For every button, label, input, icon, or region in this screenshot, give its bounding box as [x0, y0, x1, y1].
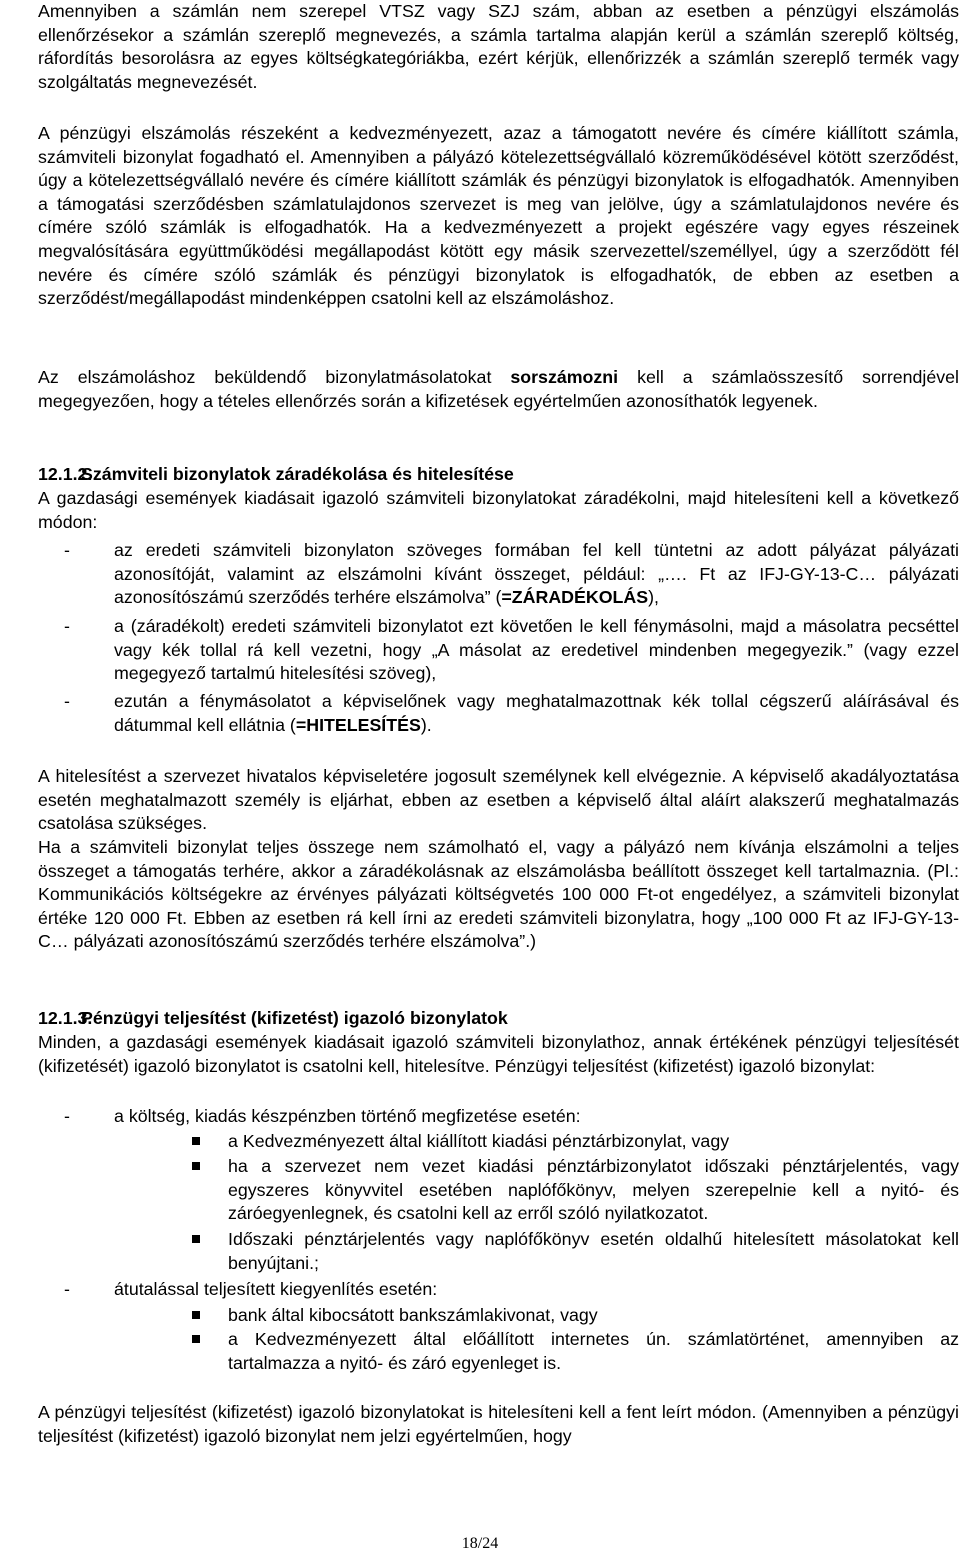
- section-title: Számviteli bizonylatok záradékolása és hitelesítése: [80, 464, 514, 484]
- list-item-transfer: [38, 1278, 959, 1302]
- square-bullet-icon: [192, 1235, 200, 1243]
- section-heading-12-1-3: [38, 1007, 959, 1031]
- section-heading-12-1-2: [38, 463, 959, 487]
- section-intro: Minden, a gazdasági események kiadásait igazoló számviteli bizonylathoz, annak értékének pénzügyi teljesítését (kifizetését) igazoló bizonylatot is csatolni kell, hitelesítve. Pénzügyi teljesítést (kifizetést) igazoló bizonylat:: [38, 1032, 959, 1076]
- list-item-bold: =ZÁRADÉKOLÁS: [501, 587, 649, 608]
- dash-marker: -: [64, 1106, 70, 1126]
- list-item-text: ezután a fénymásolatot a képviselőnek vagy meghatalmazottnak kék tollal cégszerű aláírásával és dátummal kell ellátnia (: [114, 691, 959, 735]
- dash-marker: -: [64, 691, 70, 711]
- section-number: 12.1.3.: [38, 1008, 93, 1028]
- paragraph-numbering: [38, 366, 959, 413]
- bullet-text: Időszaki pénztárjelentés vagy naplófőkönyv esetén oldalhű hitelesített másolatokat kell benyújtani.;: [228, 1229, 959, 1273]
- section-number: 12.1.2.: [38, 464, 93, 484]
- list-item-clause: [38, 539, 959, 610]
- paragraph-partial-amount: Ha a számviteli bizonylat teljes összege nem számolható el, vagy a pályázó nem kívánja elszámolni a teljes összeget a támogatás terhére, akkor a záradékolásnak az elszámolásba beállított összeget kell tartalmaznia. (Pl.: Kommunikációs költségekre az érvényes pályázati költségvetés 100 000 Ft-ot engedélyez, a számviteli bizonylat értéke 120 000 Ft. Ebben az esetben rá kell írni az eredeti számviteli bizonylatra, hogy „100 000 Ft az IFJ-GY-13-C… pályázati azonosítószámú szerződés terhére elszámolva”.): [38, 837, 959, 952]
- list-item-text: a (záradékolt) eredeti számviteli bizonylatot ezt követően le kell fénymásolni, majd a másolatra pecséttel vagy kék tollal rá kell vezetni, hogy „A másolat az eredetivel mindenben megegyezik.” (vagy ezzel megegyező tartalmú hitelesítési szöveg),: [114, 616, 959, 684]
- dash-marker: -: [64, 540, 70, 560]
- bullet-item-certified-copy: [38, 1228, 959, 1275]
- list-item-text: a költség, kiadás készpénzben történő megfizetése esetén:: [114, 1106, 581, 1126]
- square-bullet-icon: [192, 1162, 200, 1170]
- square-bullet-icon: [192, 1311, 200, 1319]
- bullet-item-cash-report: [38, 1155, 959, 1226]
- bullet-item-bank-statement: [38, 1304, 959, 1328]
- list-item-cash: [38, 1105, 959, 1129]
- bullet-text: ha a szervezet nem vezet kiadási pénztárbizonylatot időszaki pénztárjelentés, vagy egyszeres könyvvitel esetében naplófőkönyv, melyen szerepelnie kell a nyitó- és záróegyenlegnek, és csatolni kell az erről szóló nyilatkozatot.: [228, 1156, 959, 1224]
- square-bullet-icon: [192, 1137, 200, 1145]
- bullet-text: a Kedvezményezett által kiállított kiadási pénztárbizonylat, vagy: [228, 1131, 730, 1151]
- paragraph-closing: A pénzügyi teljesítést (kifizetést) igazoló bizonylatokat is hitelesíteni kell a fent leírt módon. (Amennyiben a pénzügyi teljesítést (kifizetést) igazoló bizonylat nem jelzi egyértelműen, hogy: [38, 1402, 959, 1446]
- numbering-text-after: kell a számlaösszesítő sorrendjével megegyezően, hogy a tételes ellenőrzés során a kifizetések egyértelműen azonosíthatók legyenek.: [38, 367, 959, 411]
- numbering-bold-word: sorszámozni: [510, 367, 619, 387]
- numbering-text-before: Az elszámoláshoz beküldendő bizonylatmásolatokat: [38, 367, 511, 387]
- square-bullet-icon: [192, 1335, 200, 1343]
- section-title: Pénzügyi teljesítést (kifizetést) igazoló bizonylatok: [80, 1008, 508, 1028]
- dash-marker: -: [64, 1279, 70, 1299]
- list-item-certify: [38, 690, 959, 737]
- list-item-copy: [38, 615, 959, 686]
- page-number: 18/24: [461, 1535, 499, 1552]
- bullet-item-receipt: [38, 1130, 959, 1154]
- list-item-tail: ).: [420, 714, 432, 735]
- list-item-tail: ),: [648, 587, 659, 608]
- list-item-text: átutalással teljesített kiegyenlítés esetén:: [114, 1279, 438, 1299]
- section-intro: A gazdasági események kiadásait igazoló számviteli bizonylatokat záradékolni, majd hitelesíteni kell a következő módon:: [38, 488, 959, 532]
- bullet-text: a Kedvezményezett által előállított internetes ún. számlatörténet, amennyiben az tartalmazza a nyitó- és záró egyenleget is.: [228, 1329, 959, 1373]
- dash-marker: -: [64, 616, 70, 636]
- paragraph-representative: A hitelesítést a szervezet hivatalos képviseletére jogosult személynek kell elvégeznie. A képviselő akadályoztatása esetén meghatalmazott személy is eljárhat, ebben az esetben a képviselő által aláírt alakszerű meghatalmazás csatolása szükséges.: [38, 766, 959, 834]
- paragraph-beneficiary-invoices: A pénzügyi elszámolás részeként a kedvezményezett, azaz a támogatott nevére és címére kiállított számla, számviteli bizonylat fogadható el. Amennyiben a pályázó kötelezettségvállaló közreműködésével kötött szerződést, úgy a kötelezettségvállaló nevére és címére kiállított számlák és pénzügyi bizonylatok is elfogadhatók. Amennyiben a támogatási szerződésben számlatulajdonos szervezet is meg van jelölve, úgy a számlatulajdonos nevére és címére szóló számlák is elfogadhatók. Ha a kedvezményezett a projekt egészére vagy egyes részeinek megvalósítására együttműködési megállapodást kötött egy másik szervezettel/személlyel, úgy a szerződött fél nevére és címére szóló számlák és pénzügyi bizonylatok is elfogadhatók, de ebben az esetben a szerződést/megállapodást mindenképpen csatolni kell az elszámoláshoz.: [38, 123, 959, 309]
- bullet-item-account-history: [38, 1328, 959, 1375]
- list-item-bold: =HITELESÍTÉS: [295, 714, 421, 735]
- bullet-text: bank által kibocsátott bankszámlakivonat, vagy: [228, 1305, 598, 1325]
- list-item-text: az eredeti számviteli bizonylaton szöveges formában fel kell tüntetni az adott pályázat pályázati azonosítóját, valamint az elszámolni kívánt összeget, például: „…. Ft az IFJ-GY-13-C… pályázati azonosítószámú szerződés terhére elszámolva” (: [114, 540, 959, 608]
- paragraph-vtsz: Amennyiben a számlán nem szerepel VTSZ vagy SZJ szám, abban az esetben a pénzügyi elszámolás ellenőrzésekor a számlán szereplő megnevezés, a számla tartalma alapján kerül a számlán szereplő költség, ráfordítás besorolásra az egyes költségkategóriákba, ezért kérjük, ellenőrizzék a számlán szereplő termék vagy szolgáltatás megnevezését.: [38, 1, 959, 92]
